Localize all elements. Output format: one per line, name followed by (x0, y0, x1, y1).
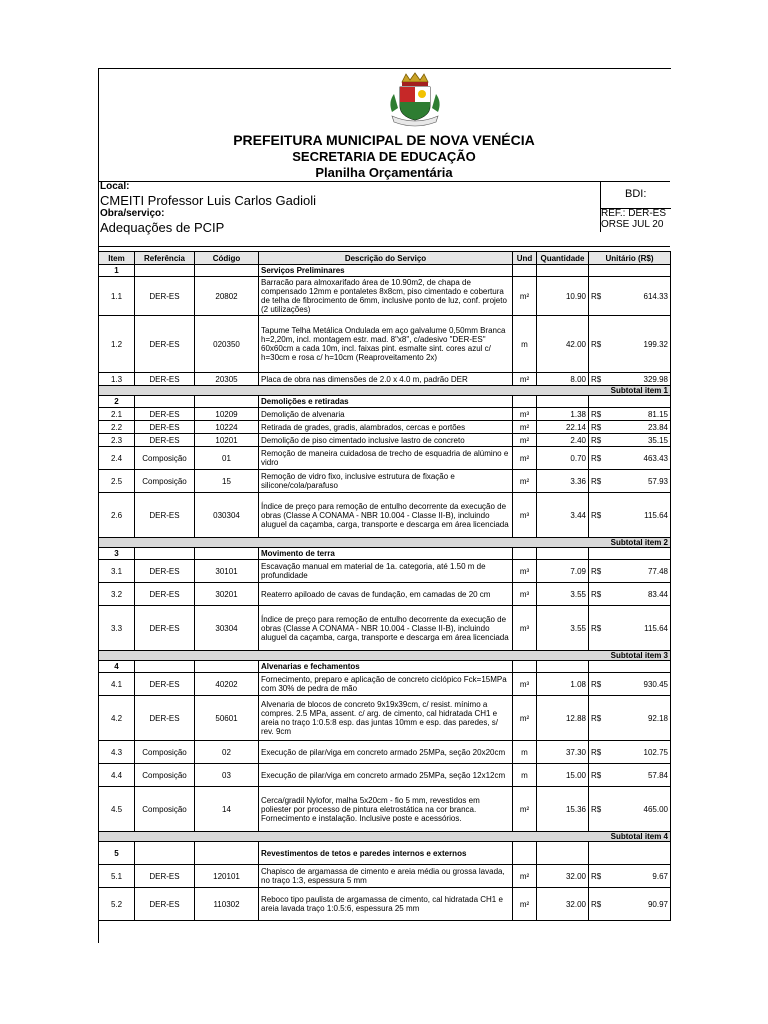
description-cell: Fornecimento, preparo e aplicação de concreto ciclópico Fck=15MPa com 30% de pedra de mão (259, 673, 513, 696)
reference-box (600, 208, 671, 232)
empty-cell (195, 661, 259, 673)
unit-price-cell: 102.75 (611, 741, 671, 764)
currency-cell: R$ (589, 888, 611, 921)
currency-cell: R$ (589, 316, 611, 373)
item-cell: 2.5 (99, 470, 135, 493)
code-cell: 02 (195, 741, 259, 764)
unit-cell: m³ (513, 493, 537, 538)
section-header-row (99, 396, 671, 408)
empty-cell (135, 548, 195, 560)
reference-cell: DER-ES (135, 408, 195, 421)
table-row (99, 277, 671, 316)
unit-price-cell: 81.15 (611, 408, 671, 421)
table-row (99, 316, 671, 373)
table-row (99, 741, 671, 764)
description-cell: Remoção de vidro fixo, inclusive estrutura de fixação e silicone/cola/parafuso (259, 470, 513, 493)
item-cell: 3.3 (99, 606, 135, 651)
subtotal-label: Subtotal item 2 (99, 538, 671, 548)
currency-cell: R$ (589, 421, 611, 434)
currency-cell: R$ (589, 741, 611, 764)
currency-cell: R$ (589, 583, 611, 606)
unit-cell: m² (513, 888, 537, 921)
bdi-box (600, 181, 671, 209)
subtotal-row (99, 832, 671, 842)
reference-cell: DER-ES (135, 560, 195, 583)
unit-cell: m² (513, 421, 537, 434)
description-cell: Execução de pilar/viga em concreto armado 25MPa, seção 12x12cm (259, 764, 513, 787)
budget-table (98, 251, 671, 921)
code-cell: 110302 (195, 888, 259, 921)
unit-price-cell: 465.00 (611, 787, 671, 832)
col-header-unitario: Unitário (R$) (589, 252, 671, 265)
description-cell: Chapisco de argamassa de cimento e areia média ou grossa lavada, no traço 1:3, espessura 5 mm (259, 865, 513, 888)
obra-value: Adequações de PCIP (100, 220, 225, 235)
item-cell: 4.3 (99, 741, 135, 764)
col-header-codigo: Código (195, 252, 259, 265)
section-title: Serviços Preliminares (259, 265, 513, 277)
item-cell: 5.1 (99, 865, 135, 888)
description-cell: Escavação manual em material de 1a. categoria, até 1.50 m de profundidade (259, 560, 513, 583)
item-cell: 2.2 (99, 421, 135, 434)
reference-cell: DER-ES (135, 606, 195, 651)
table-row (99, 764, 671, 787)
description-cell: Remoção de maneira cuidadosa de trecho de esquadria de alúmino e vidro (259, 447, 513, 470)
reference-cell: DER-ES (135, 865, 195, 888)
empty-cell (513, 661, 537, 673)
section-number: 4 (99, 661, 135, 673)
code-cell: 50601 (195, 696, 259, 741)
col-header-und: Und (513, 252, 537, 265)
empty-cell (513, 842, 537, 865)
quantity-cell: 32.00 (537, 888, 589, 921)
section-number: 5 (99, 842, 135, 865)
unit-price-cell: 92.18 (611, 696, 671, 741)
table-row (99, 408, 671, 421)
quantity-cell: 3.55 (537, 606, 589, 651)
empty-cell (589, 661, 671, 673)
quantity-cell: 3.44 (537, 493, 589, 538)
item-cell: 1.3 (99, 373, 135, 386)
item-cell: 2.6 (99, 493, 135, 538)
section-header-row (99, 548, 671, 560)
item-cell: 5.2 (99, 888, 135, 921)
description-cell: Índice de preço para remoção de entulho decorrente da execução de obras (Classe A CONAMA - NBR 10.004 - Classe II-B), incluindo aluguel da caçamba, carga, transporte e descarga em área licenciada (259, 606, 513, 651)
unit-cell: m³ (513, 583, 537, 606)
empty-cell (537, 661, 589, 673)
table-header-row (99, 252, 671, 265)
document-title: Planilha Orçamentária (315, 165, 453, 180)
unit-price-cell: 115.64 (611, 606, 671, 651)
description-cell: Demolição de piso cimentado inclusive lastro de concreto (259, 434, 513, 447)
reference-cell: DER-ES (135, 888, 195, 921)
quantity-cell: 2.40 (537, 434, 589, 447)
code-cell: 14 (195, 787, 259, 832)
reference-cell: Composição (135, 447, 195, 470)
item-cell: 3.1 (99, 560, 135, 583)
unit-cell: m² (513, 470, 537, 493)
col-header-referencia: Referência (135, 252, 195, 265)
reference-cell: Composição (135, 764, 195, 787)
section-title: Movimento de terra (259, 548, 513, 560)
table-row (99, 447, 671, 470)
bdi-label: BDI: (625, 188, 647, 200)
table-row (99, 434, 671, 447)
unit-price-cell: 83.44 (611, 583, 671, 606)
unit-price-cell: 9.67 (611, 865, 671, 888)
quantity-cell: 10.90 (537, 277, 589, 316)
empty-cell (589, 396, 671, 408)
table-row (99, 673, 671, 696)
quantity-cell: 15.36 (537, 787, 589, 832)
quantity-cell: 37.30 (537, 741, 589, 764)
quantity-cell: 12.88 (537, 696, 589, 741)
table-row (99, 421, 671, 434)
reference-cell: DER-ES (135, 421, 195, 434)
item-cell: 4.5 (99, 787, 135, 832)
currency-cell: R$ (589, 764, 611, 787)
empty-cell (589, 842, 671, 865)
item-cell: 4.1 (99, 673, 135, 696)
unit-price-cell: 930.45 (611, 673, 671, 696)
unit-price-cell: 614.33 (611, 277, 671, 316)
unit-price-cell: 199.32 (611, 316, 671, 373)
unit-cell: m³ (513, 560, 537, 583)
currency-cell: R$ (589, 493, 611, 538)
code-cell: 120101 (195, 865, 259, 888)
reference-cell: DER-ES (135, 583, 195, 606)
currency-cell: R$ (589, 606, 611, 651)
code-cell: 30101 (195, 560, 259, 583)
municipal-coat-of-arms-icon (386, 72, 444, 128)
code-cell: 10201 (195, 434, 259, 447)
section-number: 2 (99, 396, 135, 408)
quantity-cell: 1.38 (537, 408, 589, 421)
code-cell: 15 (195, 470, 259, 493)
empty-cell (135, 265, 195, 277)
empty-cell (513, 548, 537, 560)
item-cell: 3.2 (99, 583, 135, 606)
currency-cell: R$ (589, 787, 611, 832)
currency-cell: R$ (589, 434, 611, 447)
reference-line-2: ORSE JUL 20 (601, 219, 664, 230)
unit-cell: m³ (513, 673, 537, 696)
unit-price-cell: 90.97 (611, 888, 671, 921)
item-cell: 2.3 (99, 434, 135, 447)
code-cell: 30304 (195, 606, 259, 651)
item-cell: 4.2 (99, 696, 135, 741)
empty-cell (195, 548, 259, 560)
table-row (99, 470, 671, 493)
quantity-cell: 42.00 (537, 316, 589, 373)
section-header-row (99, 265, 671, 277)
reference-cell: DER-ES (135, 673, 195, 696)
table-row (99, 696, 671, 741)
unit-cell: m² (513, 447, 537, 470)
project-info-box (98, 181, 670, 247)
code-cell: 40202 (195, 673, 259, 696)
description-cell: Índice de preço para remoção de entulho decorrente da execução de obras (Classe A CONAMA - NBR 10.004 - Classe II-B), incluindo aluguel da caçamba, carga, transporte e descarga em área licenciada (259, 493, 513, 538)
section-title: Demolições e retiradas (259, 396, 513, 408)
quantity-cell: 32.00 (537, 865, 589, 888)
empty-cell (195, 396, 259, 408)
unit-cell: m² (513, 277, 537, 316)
section-number: 3 (99, 548, 135, 560)
col-header-quantidade: Quantidade (537, 252, 589, 265)
description-cell: Retirada de grades, gradis, alambrados, cercas e portões (259, 421, 513, 434)
code-cell: 10224 (195, 421, 259, 434)
subtotal-label: Subtotal item 3 (99, 651, 671, 661)
reference-cell: DER-ES (135, 373, 195, 386)
currency-cell: R$ (589, 865, 611, 888)
section-header-row (99, 661, 671, 673)
item-cell: 4.4 (99, 764, 135, 787)
local-value: CMEITI Professor Luis Carlos Gadioli (100, 193, 317, 208)
unit-cell: m² (513, 696, 537, 741)
currency-cell: R$ (589, 560, 611, 583)
empty-cell (537, 842, 589, 865)
unit-price-cell: 77.48 (611, 560, 671, 583)
secretaria-title: SECRETARIA DE EDUCAÇÃO (292, 149, 476, 164)
currency-cell: R$ (589, 470, 611, 493)
subtotal-label: Subtotal item 1 (99, 386, 671, 396)
currency-cell: R$ (589, 447, 611, 470)
quantity-cell: 3.36 (537, 470, 589, 493)
description-cell: Tapume Telha Metálica Ondulada em aço galvalume 0,50mm Branca h=2,20m, incl. montagem estr. mad. 8"x8", c/adesivo "DER-ES" 60x60cm a cada 10m, incl. faixas pint. esmalte sint. cores azul c/ h=30cm e rosa c/ h=10cm (Reaproveitamento 2x) (259, 316, 513, 373)
subtotal-row (99, 651, 671, 661)
description-cell: Reboco tipo paulista de argamassa de cimento, cal hidratada CH1 e areia lavada traço 1:0.5:6, espessura 25 mm (259, 888, 513, 921)
empty-cell (537, 396, 589, 408)
code-cell: 20305 (195, 373, 259, 386)
quantity-cell: 1.08 (537, 673, 589, 696)
code-cell: 030304 (195, 493, 259, 538)
unit-cell: m (513, 764, 537, 787)
item-cell: 1.2 (99, 316, 135, 373)
description-cell: Barracão para almoxarifado área de 10.90m2, de chapa de compensado 12mm e pontaletes 8x8cm, piso cimentado e cobertura de telha de fibrocimento de 6mm, inclusive ponto de luz, conf. projeto (2 utilizações) (259, 277, 513, 316)
table-row (99, 583, 671, 606)
subtotal-row (99, 386, 671, 396)
description-cell: Alvenaria de blocos de concreto 9x19x39cm, c/ resist. mínimo a compres. 2.5 MPa, assent. c/ arg. de cimento, cal hidratada CH1 e areia no traço 1:0.5:8 esp. das juntas 10mm e esp. das paredes, s/ rev. 9cm (259, 696, 513, 741)
quantity-cell: 0.70 (537, 447, 589, 470)
col-header-descricao: Descrição do Serviço (259, 252, 513, 265)
code-cell: 30201 (195, 583, 259, 606)
section-header-row (99, 842, 671, 865)
subtotal-label: Subtotal item 4 (99, 832, 671, 842)
reference-cell: DER-ES (135, 696, 195, 741)
reference-cell: DER-ES (135, 316, 195, 373)
section-number: 1 (99, 265, 135, 277)
unit-cell: m² (513, 434, 537, 447)
reference-cell: Composição (135, 741, 195, 764)
table-row (99, 865, 671, 888)
empty-cell (537, 265, 589, 277)
empty-cell (135, 396, 195, 408)
table-row (99, 787, 671, 832)
currency-cell: R$ (589, 277, 611, 316)
reference-cell: DER-ES (135, 434, 195, 447)
local-label: Local: (100, 181, 130, 192)
prefeitura-title: PREFEITURA MUNICIPAL DE NOVA VENÉCIA (233, 132, 535, 148)
description-cell: Reaterro apiloado de cavas de fundação, em camadas de 20 cm (259, 583, 513, 606)
reference-cell: DER-ES (135, 493, 195, 538)
section-title: Revestimentos de tetos e paredes internos e externos (259, 842, 513, 865)
code-cell: 10209 (195, 408, 259, 421)
description-cell: Execução de pilar/viga em concreto armado 25MPa, seção 20x20cm (259, 741, 513, 764)
unit-cell: m (513, 741, 537, 764)
table-row (99, 606, 671, 651)
currency-cell: R$ (589, 408, 611, 421)
empty-cell (589, 265, 671, 277)
empty-cell (195, 842, 259, 865)
unit-cell: m² (513, 373, 537, 386)
unit-cell: m² (513, 865, 537, 888)
description-cell: Placa de obra nas dimensões de 2.0 x 4.0 m, padrão DER (259, 373, 513, 386)
unit-price-cell: 57.84 (611, 764, 671, 787)
unit-cell: m² (513, 787, 537, 832)
col-header-item: Item (99, 252, 135, 265)
quantity-cell: 15.00 (537, 764, 589, 787)
unit-price-cell: 23.84 (611, 421, 671, 434)
empty-cell (513, 265, 537, 277)
quantity-cell: 8.00 (537, 373, 589, 386)
table-row (99, 493, 671, 538)
unit-price-cell: 115.64 (611, 493, 671, 538)
obra-label: Obra/serviço: (100, 208, 165, 219)
code-cell: 020350 (195, 316, 259, 373)
empty-cell (589, 548, 671, 560)
code-cell: 20802 (195, 277, 259, 316)
description-cell: Cerca/gradil Nylofor, malha 5x20cm - fio 5 mm, revestidos em poliester por processo de pintura eletrostática na cor branca. Fornecimento e instalação. Inclusive poste e acessórios. (259, 787, 513, 832)
reference-cell: Composição (135, 787, 195, 832)
currency-cell: R$ (589, 673, 611, 696)
table-row (99, 888, 671, 921)
unit-price-cell: 463.43 (611, 447, 671, 470)
code-cell: 01 (195, 447, 259, 470)
empty-cell (195, 265, 259, 277)
item-cell: 1.1 (99, 277, 135, 316)
table-row (99, 560, 671, 583)
currency-cell: R$ (589, 696, 611, 741)
quantity-cell: 3.55 (537, 583, 589, 606)
subtotal-row (99, 538, 671, 548)
item-cell: 2.1 (99, 408, 135, 421)
empty-cell (135, 661, 195, 673)
currency-cell: R$ (589, 373, 611, 386)
empty-cell (537, 548, 589, 560)
unit-price-cell: 329.98 (611, 373, 671, 386)
unit-price-cell: 35.15 (611, 434, 671, 447)
unit-cell: m³ (513, 606, 537, 651)
unit-cell: m³ (513, 408, 537, 421)
reference-line-1: REF.: DER-ES (601, 208, 667, 219)
empty-cell (135, 842, 195, 865)
quantity-cell: 22.14 (537, 421, 589, 434)
reference-cell: Composição (135, 470, 195, 493)
table-row (99, 373, 671, 386)
section-title: Alvenarias e fechamentos (259, 661, 513, 673)
reference-cell: DER-ES (135, 277, 195, 316)
unit-price-cell: 57.93 (611, 470, 671, 493)
item-cell: 2.4 (99, 447, 135, 470)
empty-cell (513, 396, 537, 408)
unit-cell: m (513, 316, 537, 373)
description-cell: Demolição de alvenaria (259, 408, 513, 421)
quantity-cell: 7.09 (537, 560, 589, 583)
code-cell: 03 (195, 764, 259, 787)
